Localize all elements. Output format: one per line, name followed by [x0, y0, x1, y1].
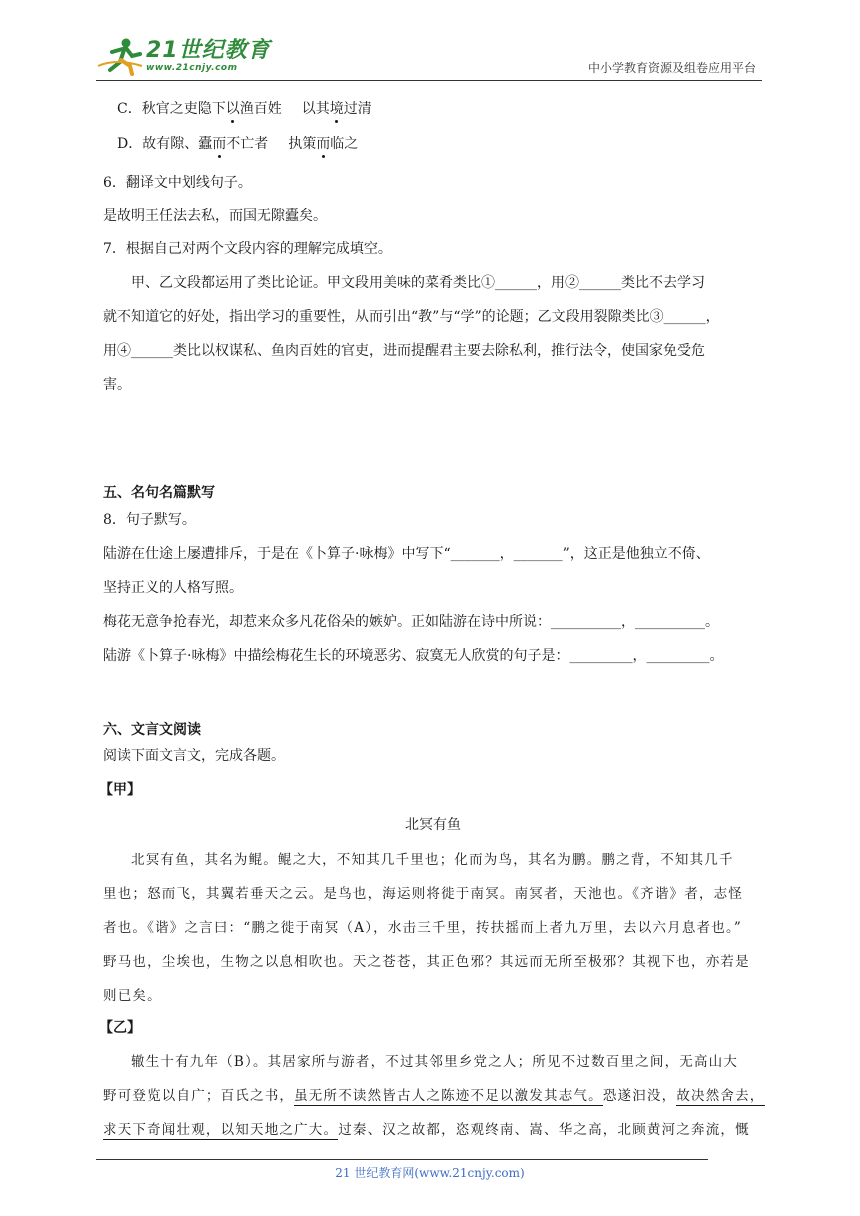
passage-jia-title: 北冥有鱼 — [405, 817, 461, 833]
section-6-heading: 六、文言文阅读 — [103, 722, 201, 738]
page-header — [96, 34, 762, 81]
option-text: 渔百姓 — [239, 101, 282, 117]
passage-yi-label: 【乙】 — [99, 1020, 141, 1036]
passage-jia-line: 里也；怒而飞，其翼若垂天之云。是鸟也，海运则将徙于南冥。南冥者，天池也。《齐谐》者，志怪 — [103, 886, 744, 902]
dotted-char: 以 — [225, 101, 240, 117]
option-text: 故有隙、蠹 — [142, 136, 213, 152]
question-7-line: 害。 — [103, 377, 131, 393]
passage-yi-line: 辙生十有九年（B）。其居家所与游者，不过其邻里乡党之人；所见不过数百里之间，无高山大 — [131, 1054, 739, 1070]
passage-text: 恐遂汩没， — [602, 1088, 677, 1104]
question-8-line: 坚持正义的人格写照。 — [103, 580, 243, 596]
footer-text: 21 世纪教育网(www.21cnjy.com) — [335, 1166, 525, 1180]
site-logo — [96, 36, 271, 76]
section-6-intro: 阅读下面文言文，完成各题。 — [103, 748, 285, 764]
question-6-sentence: 是故明王任法去私，而国无隙蠹矣。 — [103, 208, 327, 224]
question-8-line: 梅花无意争抢春光，却惹来众多凡花俗朵的嫉妒。正如陆游在诗中所说：__________，__________。 — [103, 614, 719, 630]
question-8-line: 陆游《卜算子·咏梅》中描绘梅花生长的环境恶劣、寂寞无人欣赏的句子是：_________，_________。 — [103, 648, 724, 664]
passage-yi-line — [103, 1086, 765, 1106]
option-label: D． — [117, 136, 143, 152]
passage-yi-line — [103, 1120, 750, 1140]
passage-jia-line: 野马也，尘埃也，生物之以息相吹也。天之苍苍，其正色邪？其远而无所至极邪？其视下也，亦若是 — [103, 954, 750, 970]
dotted-char: 境 — [329, 101, 344, 117]
runner-logo-icon — [96, 36, 144, 76]
option-text: 不亡者 — [226, 136, 269, 152]
underlined-sentence: 求天下奇闻壮观，以知天地之广大。 — [103, 1122, 339, 1138]
question-7-line: 用④______类比以权谋私、鱼肉百姓的官吏，进而提醒君主要去除私利，推行法令，使国家免受危 — [103, 343, 705, 359]
underlined-sentence: 虽无所不读然皆古人之陈迹不足以激发其志气。 — [294, 1088, 603, 1104]
logo-main-text: 21世纪教育 — [146, 38, 271, 63]
option-text: 过清 — [343, 101, 372, 117]
option-text: 以其 — [301, 101, 330, 117]
underlined-sentence: 故决然舍去， — [676, 1088, 765, 1104]
question-8-line: 陆游在仕途上屡遭排斥，于是在《卜算子·咏梅》中写下“_______，_______”，这正是他独立不倚、 — [103, 546, 710, 562]
passage-text: 野可登览以自广；百氏之书， — [103, 1088, 295, 1104]
footer-divider — [96, 1159, 708, 1160]
option-label: C． — [117, 101, 142, 117]
passage-jia-line: 北冥有鱼，其名为鲲。鲲之大，不知其几千里也；化而为鸟，其名为鹏。鹏之背，不知其几千 — [131, 852, 734, 868]
dotted-char: 而 — [316, 136, 331, 152]
question-6-title: 6．翻译文中划线句子。 — [103, 175, 252, 191]
section-5-heading: 五、名句名篇默写 — [103, 485, 215, 501]
passage-text: 过秦、汉之故都，恣观终南、嵩、华之高，北顾黄河之奔流，慨 — [338, 1122, 750, 1138]
passage-jia-label: 【甲】 — [99, 782, 141, 798]
dotted-char: 而 — [212, 136, 227, 152]
option-d — [117, 134, 358, 154]
option-text: 秋官之吏隐下 — [141, 101, 226, 117]
option-c — [117, 99, 372, 119]
question-7-line: 就不知道它的好处，指出学习的重要性，从而引出“教”与“学”的论题；乙文段用裂隙类比③______， — [103, 309, 720, 325]
passage-jia-line: 则已矣。 — [103, 988, 162, 1004]
passage-jia-line: 者也。《谐》之言曰：“鹏之徙于南冥（A），水击三千里，抟扶摇而上者九万里，去以六月息者也。” — [103, 920, 743, 936]
question-8-title: 8．句子默写。 — [103, 512, 196, 528]
platform-name: 中小学教育资源及组卷应用平台 — [587, 61, 756, 75]
logo-sub-text: www.21cnjy.com — [146, 63, 238, 73]
option-text: 执策 — [288, 136, 317, 152]
option-text: 临之 — [330, 136, 359, 152]
question-7-line: 甲、乙文段都运用了类比论证。甲文段用美味的菜肴类比①______，用②______类比不去学习 — [131, 275, 705, 291]
question-7-title: 7．根据自己对两个文段内容的理解完成填空。 — [103, 241, 392, 257]
